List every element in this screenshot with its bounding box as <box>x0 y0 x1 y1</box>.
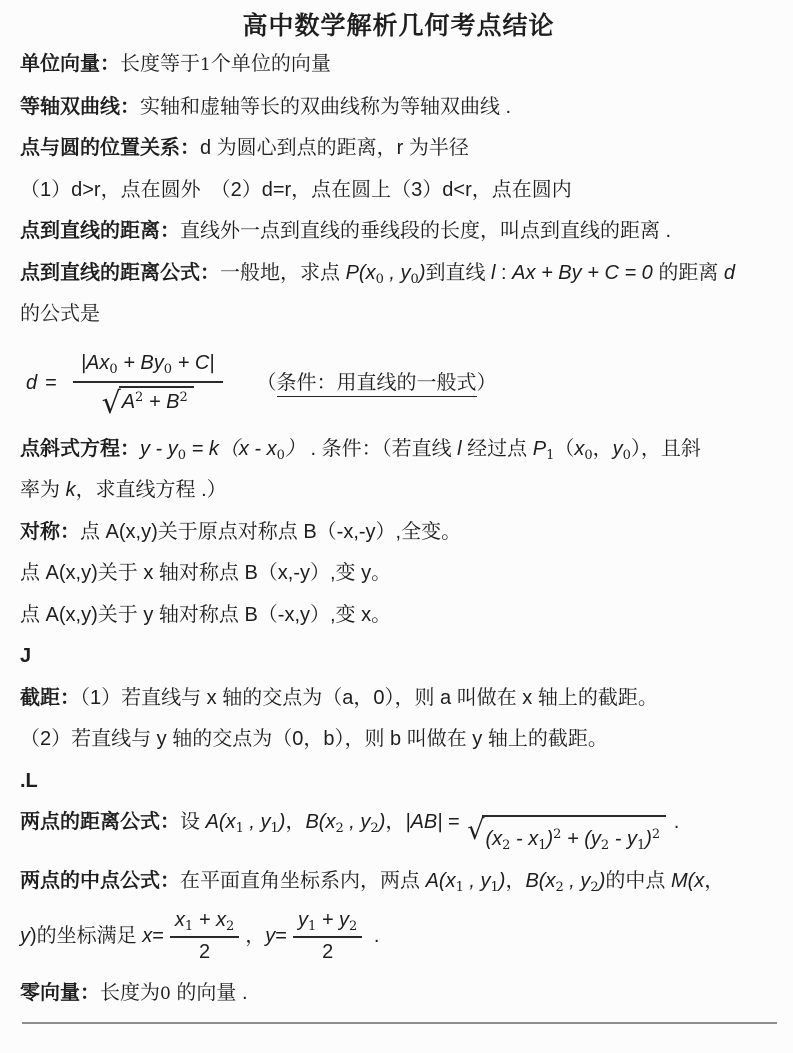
math-token: P <box>532 437 547 460</box>
bottom-divider <box>22 1022 777 1024</box>
subscript: 1 <box>235 821 244 836</box>
fraction-denominator: 2 <box>322 941 334 963</box>
subscript: 0 <box>622 447 631 463</box>
radical-icon: √ <box>467 815 485 846</box>
math-token: + B <box>143 390 180 413</box>
math-token: y <box>297 909 308 931</box>
math-token: M(x <box>670 869 705 892</box>
para-point-slope-form-cont <box>20 470 777 512</box>
equals-sign: = <box>45 371 57 394</box>
body-text: 长度等于 <box>120 53 200 75</box>
body-text: ，求直线方程 .） <box>75 479 227 501</box>
body-text: ， <box>704 869 725 892</box>
math-token: A(x <box>425 869 456 892</box>
math-token: - y <box>609 828 637 850</box>
term-point-line-distance-formula: 点到直线的距离公式： <box>20 261 220 284</box>
term-point-circle-relation: 点与圆的位置关系： <box>20 137 200 159</box>
math-token: ) <box>418 261 426 284</box>
body-text: 到直线 <box>425 261 492 284</box>
superscript: 2 <box>179 389 188 405</box>
math-token: + (y <box>561 828 601 850</box>
subscript: 2 <box>502 838 511 853</box>
subscript: 2 <box>225 919 235 934</box>
math-token: + x <box>193 909 226 931</box>
fraction <box>293 909 362 964</box>
body-text: 的中点 <box>605 869 671 892</box>
body-text: : <box>495 261 513 284</box>
body-text: . <box>668 811 680 833</box>
body-text: d 为圆心到点的距离，r 为半径 <box>200 137 469 159</box>
body-text: 的距离 <box>652 261 724 284</box>
term-equilateral-hyperbola: 等轴双曲线： <box>20 95 140 118</box>
math-token: ） <box>284 437 305 460</box>
math-token: + y <box>316 909 350 931</box>
paren-close: ） <box>476 371 497 394</box>
para-two-point-distance <box>20 802 777 861</box>
math-token: B(x <box>305 811 336 833</box>
para-symmetry-origin <box>20 512 777 554</box>
subscript: 1 <box>455 879 464 895</box>
math-token: x <box>174 909 185 931</box>
marker-j <box>20 636 777 678</box>
math-token: x <box>574 437 585 460</box>
fraction-denominator <box>73 383 223 421</box>
math-token: - x <box>510 828 539 850</box>
superscript: 2 <box>135 389 144 405</box>
fraction-numerator <box>73 351 223 383</box>
body-text: 设 <box>180 811 206 833</box>
math-token: y <box>612 437 623 460</box>
para-unit-vector <box>20 44 777 87</box>
body-text: 点 A(x,y)关于 x 轴对称点 B（x,-y）,变 y。 <box>20 562 392 584</box>
math-token: ) <box>378 811 386 833</box>
body-text: ， <box>592 437 613 460</box>
math-token: ) <box>645 828 652 850</box>
math-token: = k（x - x <box>186 437 277 460</box>
para-symmetry-x-axis <box>20 553 777 595</box>
math-token: A <box>121 390 136 413</box>
math-token: P <box>345 261 359 284</box>
subscript: 1 <box>307 919 317 934</box>
number-one: 1 <box>200 55 211 75</box>
body-text: （1）d>r，点在圆外 （2）d=r，点在圆上（3）d<r，点在圆内 <box>20 178 572 201</box>
math-token: + By <box>117 351 164 374</box>
body-text: 直线外一点到直线的垂线段的长度，叫点到直线的距离 . <box>180 220 672 242</box>
fraction <box>73 351 223 421</box>
math-token: (x <box>485 828 503 850</box>
term-midpoint-formula: 两点的中点公式： <box>20 869 180 892</box>
para-midpoint-formula-cont <box>20 909 777 964</box>
term-two-point-distance: 两点的距离公式： <box>20 811 180 833</box>
math-token: y - y <box>140 437 178 460</box>
condition-note <box>257 371 497 396</box>
math-token: |Ax <box>80 351 110 374</box>
subscript: 0 <box>375 271 384 287</box>
square-root <box>467 815 666 861</box>
body-text: 的向量 . <box>170 982 248 1004</box>
body-text: 长度为 <box>100 982 160 1004</box>
subscript: 1 <box>184 919 194 934</box>
radical-icon: √ <box>101 385 121 421</box>
para-midpoint-formula <box>20 861 777 903</box>
superscript: 2 <box>651 827 661 842</box>
para-formula-lead <box>20 294 777 336</box>
body-text: 点 A(x,y)关于 y 轴对称点 B（-x,y）,变 x。 <box>20 603 392 626</box>
term-point-line-distance: 点到直线的距离： <box>20 220 180 242</box>
body-text: 在平面直角坐标系内，两点 <box>180 869 426 892</box>
body-text: ， <box>505 869 526 892</box>
marker-text: J <box>20 645 32 667</box>
math-token: x <box>142 924 153 947</box>
term-unit-vector: 单位向量： <box>20 53 120 75</box>
para-intercept-x <box>20 678 777 720</box>
distance-formula <box>26 351 777 421</box>
subscript: 2 <box>590 879 599 895</box>
body-text: 个单位的向量 <box>210 53 331 75</box>
term-intercept: 截距： <box>20 686 80 709</box>
equals-sign: = <box>152 924 164 947</box>
marker-l <box>20 761 777 803</box>
math-token: (x <box>358 261 376 284</box>
subscript: 0 <box>410 271 419 287</box>
term-point-slope-form: 点斜式方程： <box>20 437 140 460</box>
math-token: k <box>65 479 76 501</box>
superscript: 2 <box>553 827 562 842</box>
math-token: B(x <box>525 869 556 892</box>
para-point-circle-cases <box>20 170 777 212</box>
fraction-numerator <box>293 909 362 938</box>
subscript: 1 <box>490 879 499 895</box>
math-token: d <box>723 261 736 284</box>
math-token: A(x <box>205 811 236 833</box>
fraction-numerator <box>170 909 239 938</box>
subscript: 1 <box>538 838 547 853</box>
page-title: 高中数学解析几何考点结论 <box>242 12 555 40</box>
body-text: （1）若直线与 x 轴的交点为（a，0），则 a 叫做在 x 轴上的截距。 <box>80 686 658 709</box>
para-point-line-distance-formula <box>20 253 777 295</box>
body-text: ， <box>285 811 306 833</box>
subscript: 2 <box>335 821 344 836</box>
para-point-circle-relation <box>20 128 777 170</box>
term-zero-vector: 零向量： <box>20 982 100 1004</box>
para-zero-vector <box>20 973 777 1016</box>
para-symmetry-y-axis <box>20 595 777 637</box>
para-equilateral-hyperbola <box>20 87 777 129</box>
para-point-slope-form <box>20 429 777 471</box>
body-text: 一般地，求点 <box>220 261 346 284</box>
fraction <box>170 909 239 964</box>
radicand <box>482 815 666 861</box>
body-text: . <box>368 924 380 947</box>
math-token: Ax + By + C = 0 <box>512 261 653 284</box>
body-text: = <box>442 811 466 833</box>
body-text: 点 A(x,y)关于原点对称点 B（-x,-y）,全变。 <box>80 520 462 543</box>
body-text: )的坐标满足 <box>30 924 143 947</box>
para-intercept-y <box>20 719 777 761</box>
body-text: 经过点 <box>461 437 533 460</box>
subscript: 1 <box>636 838 646 853</box>
math-token: d <box>26 371 38 394</box>
body-text: 实轴和虚轴等长的双曲线称为等轴双曲线 . <box>140 95 512 118</box>
paren-open: （ <box>256 371 277 394</box>
math-token: , y <box>383 261 411 284</box>
subscript: 2 <box>349 919 358 934</box>
condition-underlined-text: 条件：用直线的一般式 <box>277 372 477 397</box>
body-text: ），且斜 <box>630 437 701 460</box>
marker-text: .L <box>20 769 38 792</box>
math-token: , y <box>243 811 271 833</box>
subscript: 2 <box>600 838 610 853</box>
radicand <box>119 386 194 415</box>
math-token: , y <box>563 869 591 892</box>
body-text: （ <box>554 437 575 460</box>
math-token: ) <box>546 828 554 850</box>
math-token: l <box>457 437 462 460</box>
math-token: y <box>20 924 30 947</box>
subscript: 0 <box>177 447 187 463</box>
math-token: , y <box>463 869 491 892</box>
body-text: （2）若直线与 y 轴的交点为（0，b），则 b 叫做在 y 轴上的截距。 <box>20 728 608 750</box>
subscript: 0 <box>276 447 285 463</box>
math-token: ) <box>498 869 506 892</box>
fraction-denominator: 2 <box>199 941 211 963</box>
equals-sign: = <box>275 924 287 947</box>
body-text: 率为 <box>20 479 66 501</box>
subscript: 1 <box>270 821 279 836</box>
math-token: ) <box>278 811 286 833</box>
subscript: 0 <box>584 447 593 463</box>
math-token: |AB| <box>405 811 443 833</box>
math-token: y <box>265 924 276 947</box>
subscript: 2 <box>370 821 379 836</box>
body-text: . 条件：（若直线 <box>304 437 458 460</box>
number-zero: 0 <box>160 984 171 1004</box>
para-point-line-distance <box>20 211 777 253</box>
subscript: 2 <box>555 879 564 895</box>
subscript: 0 <box>109 361 118 377</box>
square-root <box>101 385 194 421</box>
subscript: 0 <box>163 361 173 377</box>
term-symmetry: 对称： <box>20 520 80 543</box>
math-token: ) <box>598 869 606 892</box>
body-text: 的公式是 <box>20 303 100 325</box>
subscript: 1 <box>546 447 555 463</box>
body-text: ， <box>385 811 406 833</box>
math-token: + C| <box>172 351 215 374</box>
math-token: , y <box>343 811 371 833</box>
body-text: ， <box>245 924 266 947</box>
math-token: l <box>491 261 496 284</box>
